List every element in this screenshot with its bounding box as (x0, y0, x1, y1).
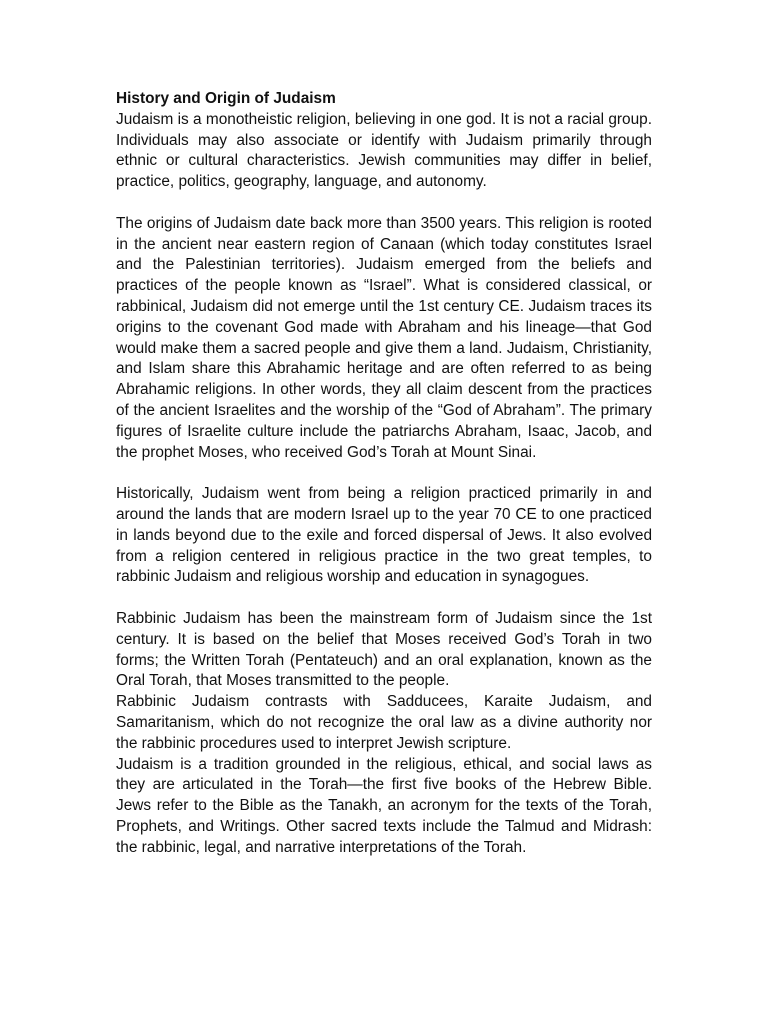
paragraph-tradition: Judaism is a tradition grounded in the religious, ethical, and social laws as they are articulated in the Torah—the first five books of the Hebrew Bible. Jews refer to the Bible as the Tanakh, an acronym for the texts of the Torah, Prophets, and Writings. Other sacred texts include the Talmud and Midrash: the rabbinic, legal, and narrative interpretations of the Torah. (116, 755, 652, 856)
paragraph-contrasts: Rabbinic Judaism contrasts with Sadducees, Karaite Judaism, and Samaritanism, which do not recognize the oral law as a divine authority nor the rabbinic procedures used to interpret Jewish scripture. (116, 693, 652, 752)
paragraph-definition: Judaism is a monotheistic religion, believing in one god. It is not a racial group. Individuals may also associate or identify with Judaism primarily through ethnic or cultural characteristics. Jewish communities may differ in belief, practice, politics, geography, language, and autonomy. (116, 110, 652, 191)
paragraph-spacer (116, 463, 652, 484)
paragraph-history: Historically, Judaism went from being a religion practiced primarily in and around the lands that are modern Israel up to the year 70 CE to one practiced in lands beyond due to the exile and forced dispersal of Jews. It also evolved from a religion centered in religious practice in the two great temples, to rabbinic Judaism and religious worship and education in synagogues. (116, 485, 652, 586)
paragraph-rabbinic: Rabbinic Judaism has been the mainstream form of Judaism since the 1st century. It is based on the belief that Moses received God’s Torah in two forms; the Written Torah (Pentateuch) and an oral explanation, known as the Oral Torah, that Moses transmitted to the people. (116, 609, 652, 690)
paragraph-spacer (116, 588, 652, 609)
paragraph-origins: The origins of Judaism date back more than 3500 years. This religion is rooted in the ancient near eastern region of Canaan (which today constitutes Israel and the Palestinian territories). Judaism emerged from the beliefs and practices of the people known as “Israel”. What is considered classical, or rabbinical, Judaism did not emerge until the 1st century CE. Judaism traces its origins to the covenant God made with Abraham and his lineage—that God would make them a sacred people and give them a land. Judaism, Christianity, and Islam share this Abrahamic heritage and are often referred to as being Abrahamic religions. In other words, they all claim descent from the practices of the ancient Israelites and the worship of the “God of Abraham”. The primary figures of Israelite culture include the patriarchs Abraham, Isaac, Jacob, and the prophet Moses, who received God’s Torah at Mount Sinai. (116, 214, 652, 461)
document-title: History and Origin of Judaism (116, 90, 336, 107)
document-body (116, 89, 652, 858)
paragraph-spacer (116, 193, 652, 214)
